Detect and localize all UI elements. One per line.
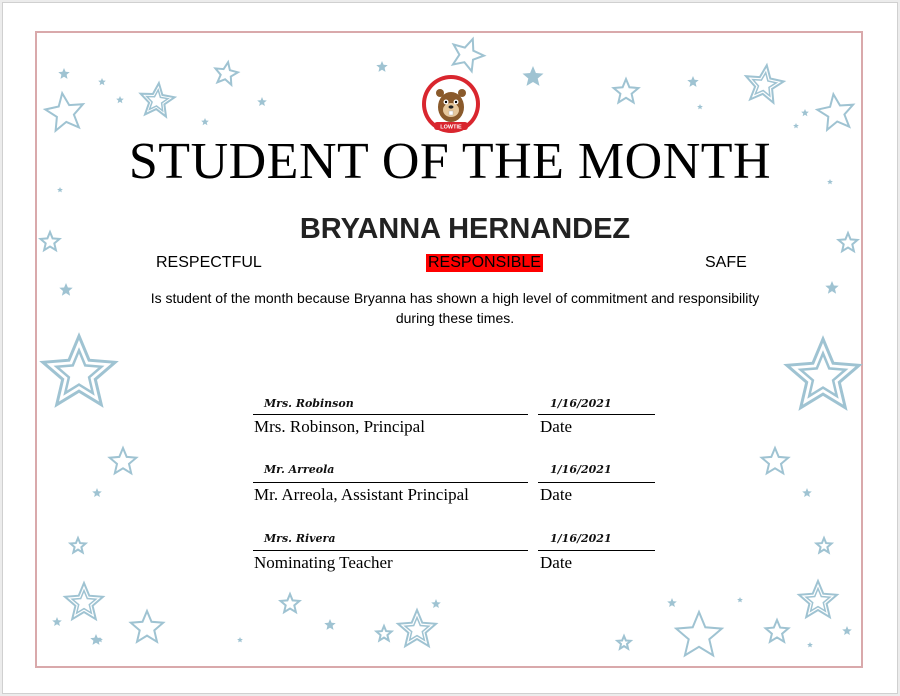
date-label-1: Date: [540, 417, 573, 436]
star-icon: [324, 619, 335, 630]
star-icon: [70, 538, 85, 553]
star-icon: [131, 611, 163, 642]
star-icon: [52, 617, 62, 626]
signed-date-2: 1/16/2021: [550, 463, 612, 476]
star-icon: [766, 620, 789, 642]
star-icon: [281, 594, 300, 612]
date-label-3: Date: [540, 553, 573, 572]
star-icon: [787, 339, 859, 408]
star-icon: [72, 591, 96, 613]
star-icon: [801, 109, 809, 116]
star-icon: [98, 78, 106, 85]
signature-line-3: [253, 550, 528, 551]
signed-date-1: 1/16/2021: [550, 397, 612, 410]
signer-title-2: Mr. Arreola, Assistant Principal: [254, 485, 469, 504]
value-respectful: RESPECTFUL: [156, 254, 262, 271]
star-icon: [816, 538, 831, 553]
signer-title-1: Mrs. Robinson, Principal: [254, 417, 425, 436]
star-icon: [825, 281, 838, 294]
star-icon: [453, 39, 484, 71]
signature-line-1: [253, 414, 528, 415]
star-icon: [398, 610, 436, 646]
signature-3: Mrs. Rivera: [264, 532, 336, 545]
star-icon: [201, 118, 209, 125]
star-icon: [676, 612, 722, 655]
signer-title-3: Nominating Teacher: [254, 553, 393, 572]
star-icon: [45, 93, 83, 131]
star-icon: [687, 76, 698, 87]
star-icon: [376, 626, 391, 641]
beaver-mascot-logo: [421, 74, 481, 134]
date-line-1: [538, 414, 655, 415]
star-icon: [237, 637, 243, 642]
signature-1: Mrs. Robinson: [264, 397, 354, 410]
star-icon: [431, 599, 441, 608]
logo-text: LOWTIE: [440, 124, 462, 131]
star-icon: [614, 79, 639, 103]
date-line-2: [538, 482, 655, 483]
star-icon: [376, 61, 387, 72]
certificate-title: STUDENT OF THE MONTH: [128, 133, 772, 190]
star-icon: [110, 448, 137, 473]
date-label-2: Date: [540, 485, 573, 504]
signed-date-3: 1/16/2021: [550, 532, 612, 545]
star-icon: [737, 597, 743, 602]
star-icon: [58, 68, 69, 79]
star-icon: [762, 448, 789, 473]
date-line-3: [538, 550, 655, 551]
star-icon: [817, 94, 853, 130]
signature-2: Mr. Arreola: [264, 463, 335, 476]
signature-line-2: [253, 482, 528, 483]
star-icon: [842, 626, 852, 635]
star-icon: [806, 589, 830, 611]
student-name: BRYANNA HERNANDEZ: [299, 213, 631, 245]
star-icon: [802, 488, 812, 497]
star-icon: [793, 123, 799, 128]
star-icon: [801, 353, 846, 396]
star-icon: [43, 336, 115, 405]
value-safe: SAFE: [705, 254, 747, 271]
star-icon: [667, 598, 677, 607]
star-icon: [141, 83, 175, 117]
star-icon: [92, 488, 102, 497]
star-icon: [746, 65, 784, 103]
star-icon: [697, 104, 703, 109]
star-icon: [807, 642, 813, 647]
star-icon: [799, 581, 837, 617]
star-icon: [59, 283, 72, 296]
value-responsible-highlighted: RESPONSIBLE: [428, 254, 541, 271]
star-icon: [523, 66, 544, 86]
star-icon: [57, 350, 102, 393]
star-icon: [116, 96, 124, 103]
star-icon: [405, 618, 429, 640]
star-icon: [257, 97, 267, 106]
star-icon: [617, 636, 630, 649]
star-icon: [215, 62, 238, 85]
nomination-reason: Is student of the month because Bryanna has shown a high level of commitment and responsibility during these times.: [150, 290, 760, 326]
star-icon: [65, 583, 103, 619]
